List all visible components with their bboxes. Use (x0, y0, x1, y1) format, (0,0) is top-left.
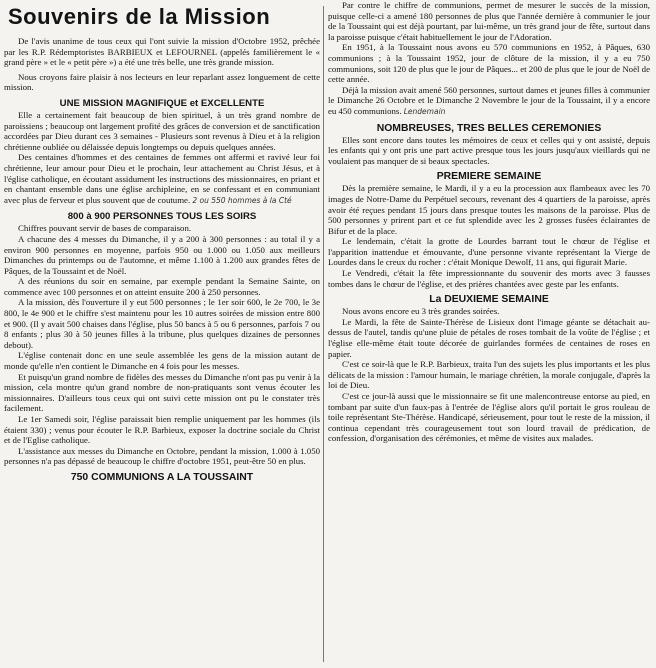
handwritten-note: Lendemain (403, 106, 446, 116)
paragraph: En 1951, à la Toussaint nous avons eu 570 communions en 1952, à Pâques, 630 communions ; à la Toussaint 1952, jour de clôture de la mission, il y a eu 750 communions, soit 120 de plus que le jour de Pâques... et 200 de plus que le jour de Noël de cette année. (328, 42, 650, 85)
paragraph: De l'avis unanime de tous ceux qui l'ont suivie la mission d'Octobre 1952, prêchée par les R.P. Rédemptoristes BARBIEUX et LEFOURNEL (appelés familièrement le « grand père » et le « petit père ») a été une très belle, une très grande mission. (4, 36, 320, 68)
column-divider (323, 6, 324, 662)
handwritten-note: 2 ou 550 hommes à la Cté (192, 195, 292, 205)
paragraph: Elles sont encore dans toutes les mémoires de ceux et celles qui y ont assisté, depuis les enfants qui y ont pris une part active presque tous les jours jusqu'aux vieillards qui ne voulaient pas manquer de si beaux spectacles. (328, 134, 650, 166)
page-title: Souvenirs de la Mission (8, 4, 271, 29)
paragraph: Chiffres pouvant servir de bases de comparaison. (18, 223, 192, 234)
paragraph-text: Déjà la mission avait amené 560 personnes, surtout dames et jeunes filles à communier le Dimanche 26 Octobre et le Dimanche 2 Novembre le jour de la Toussaint, il y a encore eu 450 communions. (328, 84, 650, 116)
paragraph: Elle a certainement fait beaucoup de bien spirituel, à un très grand nombre de paroissiens ; beaucoup ont largement profité des grâces de conversion et de sanctification accordées par Dieu durant ces 3 semaines - Plusieurs sont revenus à Dieu et à la religion chrétienne oubliée ou délaissée depuis longtemps ou depuis quelques années. (4, 109, 320, 152)
paragraph: L'assistance aux messes du Dimanche en Octobre, pendant la mission, 1.000 à 1.050 personnes n'a pas dépassé de beaucoup le chiffre d'octobre 1951, peut-être 50 en plus. (4, 445, 320, 467)
left-column (4, 0, 320, 484)
section-heading: UNE MISSION MAGNIFIQUE et EXCELLENTE (59, 97, 265, 109)
paragraph: Et puisqu'un grand nombre de fidèles des messes du Dimanche n'ont pas pu venir à la mission, cela montre qu'un grand nombre de non-pratiquants sont venus écouter les missionnaires. D'ailleurs tous ceux qui ont suivi cette mission ont pu le constater très facilement. (4, 371, 320, 414)
paragraph: Le Mardi, la fête de Sainte-Thérèse de Lisieux dont l'image géante se détachait au-dessus de l'autel, tandis qu'une pluie de pétales de roses tombait de la voûte de l'église ; et l'église elle-même était toute décorée de guirlandes formées de centaines de roses en papier. (328, 316, 650, 359)
section-heading: 750 COMMUNIONS A LA TOUSSAINT (70, 471, 254, 483)
paragraph: A la mission, dès l'ouverture il y eut 500 personnes ; le 1er soir 600, le 2e 700, le 3e 800, le 4e 900 et le chiffre s'est maintenu pour les 10 autres soirées de mission entre 800 et 900. (Il y avait 500 chaises dans l'église, plus 50 bancs à 5 ou 6 personnes, parfois 7 ou 8 enfants ; plus 30 à 50 jeunes filles à la tribune, plus quelques dizaines de personnes debout). (4, 297, 320, 350)
paragraph: Nous avons encore eu 3 très grandes soirées. (342, 306, 500, 317)
paragraph: A chacune des 4 messes du Dimanche, il y a 200 à 300 personnes : au total il y a environ 900 personnes en moyenne, parfois 950 ou 1.000 ou 1.050 aux meilleurs Dimanches du printemps ou de l'automne, et même 1.100 à 1.200 aux grandes fêtes de Pâques, de la Toussaint et de Noël. (4, 233, 320, 276)
right-column (328, 0, 650, 444)
section-heading: NOMBREUSES, TRES BELLES CEREMONIES (376, 122, 602, 134)
section-heading: PREMIERE SEMAINE (436, 171, 542, 183)
paragraph: L'église contenait donc en une seule assemblée les gens de la mission autant de monde qu'elle n'en contient le Dimanche en 4 fois pour les messes. (4, 350, 320, 372)
paragraph (328, 85, 650, 118)
section-heading: 800 à 900 PERSONNES TOUS LES SOIRS (67, 211, 257, 223)
paragraph: Par contre le chiffre de communions, permet de mesurer le succès de la mission, puisque celle-ci a amené 180 personnes de plus que l'année dernière à communier le jour de la Toussaint qui est déjà pourtant, par lui-même, un très grand jour de fête, surtout dans la paroisse puisque c'était habituellement le jour de l'Adoration. (328, 0, 650, 42)
paragraph: C'est ce jour-là aussi que le missionnaire se fit une malencontreuse entorse au pied, en tombant par suite d'un faux-pas à l'entrée de l'église alors qu'il portait le gros rouleau de toile représentant Ste-Thérèse. Handicapé, sérieusement, pour tout le reste de la mission, il continua cependant très courageusement tout son lourd travail de prédication, de confession, d'organisation des cérémonies, et même de visites aux malades. (328, 391, 650, 444)
paragraph: Nous croyons faire plaisir à nos lecteurs en leur reparlant assez longuement de cette mission. (4, 71, 320, 93)
paragraph: Le 1er Samedi soir, l'église paraissait bien remplie uniquement par les hommes (ils étaient 330) ; venus pour écouter le R.P. Barbieux, exposer la doctrine sociale du Christ et de l'Eglise catholique. (4, 414, 320, 446)
paragraph (4, 152, 320, 206)
paragraph: A des réunions du soir en semaine, par exemple pendant la Semaine Sainte, on commence avec 100 personnes et on atteint ensuite 200 à 250 personnes. (4, 276, 320, 297)
paragraph: Dès la première semaine, le Mardi, il y a eu la procession aux flambeaux avec les 70 images de Notre-Dame du Perpétuel secours, revenant des 4 quartiers de la paroisse, après avoir été reçues pendant 15 jours dans presque toutes les maisons de la paroisse. Plus de 500 personnes y prirent part et ce fut splendide avec les 2 grosses fusées éclairantes de Bifur et de la place. (328, 183, 650, 236)
paragraph: Le lendemain, c'était la grotte de Lourdes barrant tout le chœur de l'église et l'apparition inattendue et émouvante, d'une personne vivante représentant la Vierge de Lourdes dans le creux du rocher : c'était Monique Dewolf, 11 ans, qui figurait Marie. (328, 236, 650, 268)
paragraph-text: Des centaines d'hommes et des centaines de femmes ont affermi et ravivé leur foi chrétienne, leur amour pour Dieu et le prochain, leur attachement au Christ Jésus, et à l'église catholique, en écoutant assidument les instructions des missionnaires, en priant et en chantant ensemble dans une église archipleine, en se confessant et en communiant avec plus de ferveur et plus souvent que de coutume. (4, 152, 320, 205)
section-heading: La DEUXIEME SEMAINE (429, 294, 549, 306)
paragraph: Le Vendredi, c'était la fête impressionnante du souvenir des morts avec 3 fausses tombes dans le chœur de l'église, et des prières chantées avec geste par les enfants. (328, 268, 650, 289)
paragraph: C'est ce soir-là que le R.P. Barbieux, traita l'un des sujets les plus importants et les plus délicats de la mission : l'amour humain, le mariage chrétien, la morale conjugale, d'après la loi de Dieu. (328, 359, 650, 391)
